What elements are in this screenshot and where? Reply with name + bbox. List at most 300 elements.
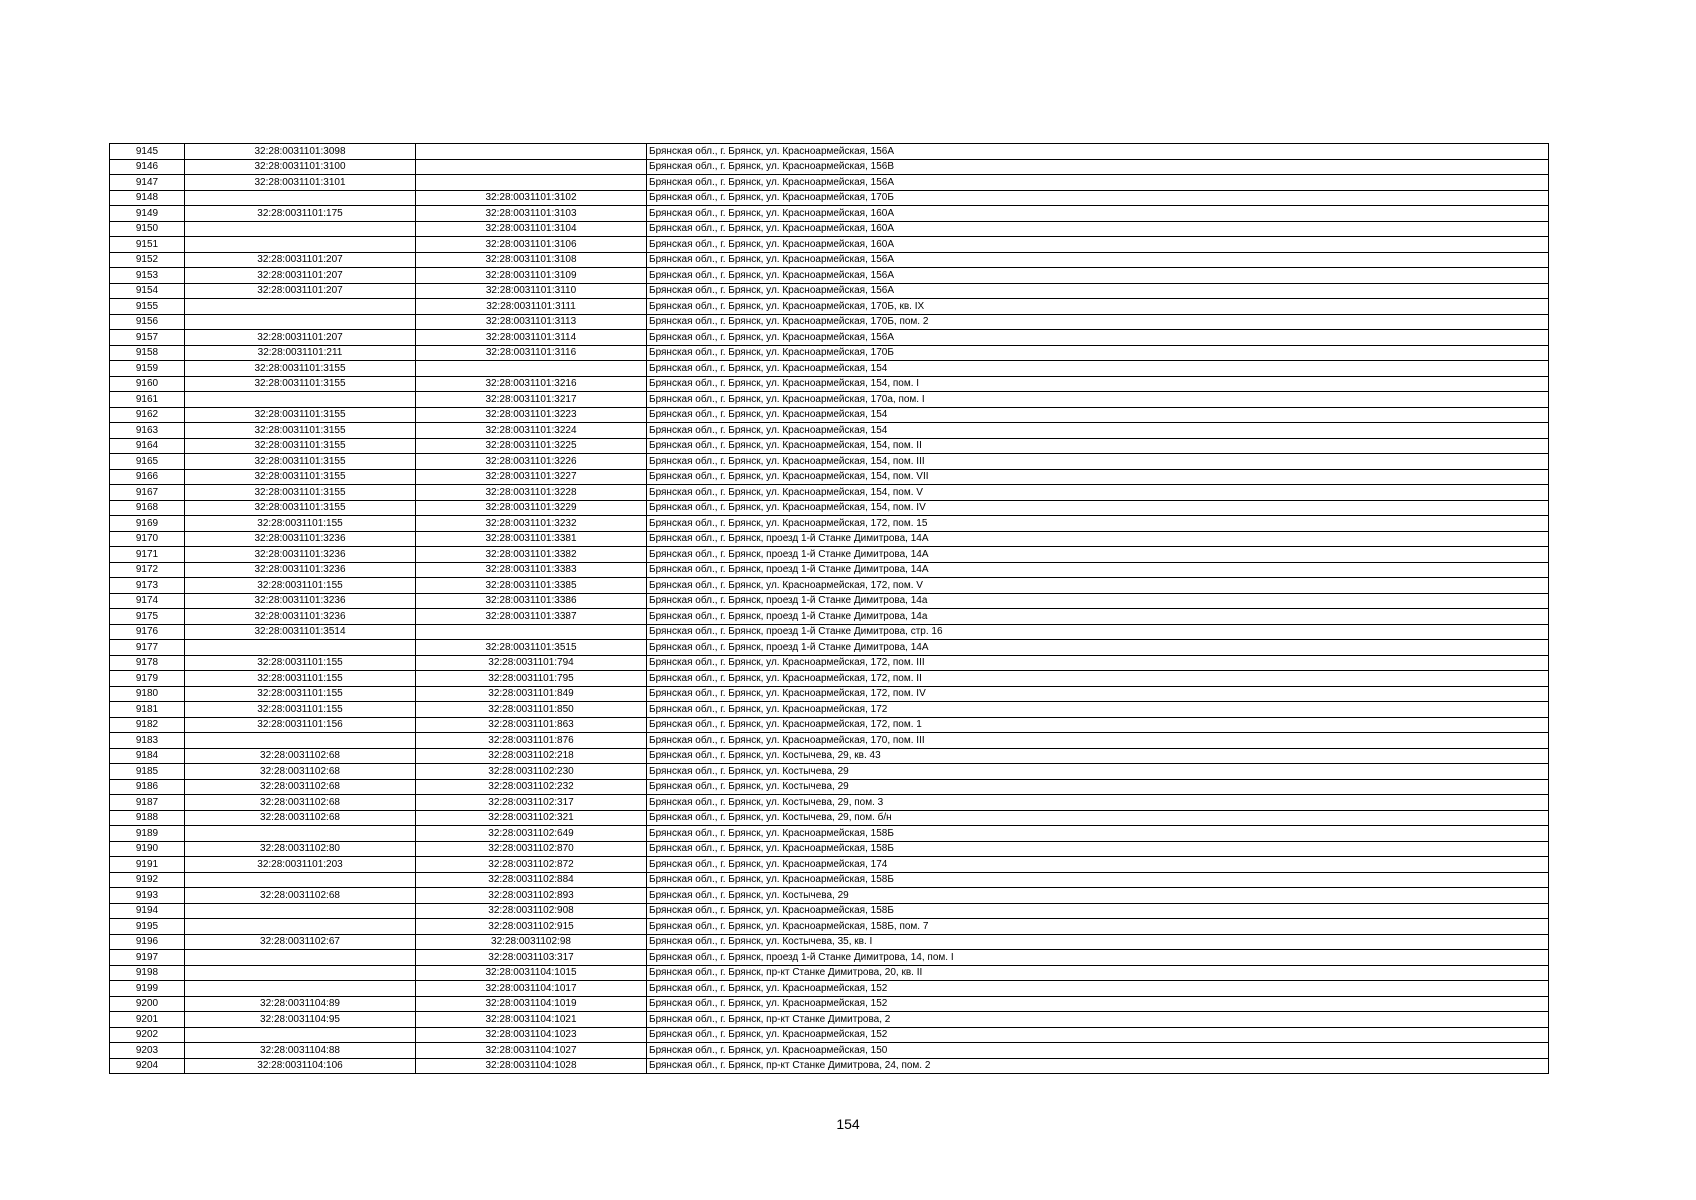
address-cell: Брянская обл., г. Брянск, ул. Красноармейская, 172, пом. 1 — [647, 717, 1549, 733]
address-cell: Брянская обл., г. Брянск, ул. Красноармейская, 160А — [647, 237, 1549, 253]
parent-cadastral-number-cell — [185, 299, 416, 315]
table-row — [110, 764, 1549, 780]
table-row — [110, 857, 1549, 873]
table-row — [110, 996, 1549, 1012]
parent-cadastral-number-cell: 32:28:0031102:68 — [185, 748, 416, 764]
row-number-cell: 9200 — [110, 996, 185, 1012]
parent-cadastral-number-cell: 32:28:0031101:3155 — [185, 438, 416, 454]
address-cell: Брянская обл., г. Брянск, ул. Костычева, 29 — [647, 764, 1549, 780]
row-number-cell: 9145 — [110, 144, 185, 160]
row-number-cell: 9161 — [110, 392, 185, 408]
parent-cadastral-number-cell — [185, 640, 416, 656]
address-cell: Брянская обл., г. Брянск, проезд 1-й Станке Димитрова, 14а — [647, 609, 1549, 625]
table-row — [110, 686, 1549, 702]
row-number-cell: 9157 — [110, 330, 185, 346]
parent-cadastral-number-cell: 32:28:0031101:211 — [185, 345, 416, 361]
address-cell: Брянская обл., г. Брянск, ул. Красноармейская, 156В — [647, 159, 1549, 175]
table-row — [110, 702, 1549, 718]
address-cell: Брянская обл., г. Брянск, ул. Красноармейская, 172, пом. 15 — [647, 516, 1549, 532]
cadastral-number-cell: 32:28:0031102:230 — [416, 764, 647, 780]
address-cell: Брянская обл., г. Брянск, ул. Красноармейская, 158Б — [647, 872, 1549, 888]
cadastral-number-cell: 32:28:0031101:3387 — [416, 609, 647, 625]
address-cell: Брянская обл., г. Брянск, проезд 1-й Станке Димитрова, 14А — [647, 531, 1549, 547]
cadastral-number-cell: 32:28:0031101:3223 — [416, 407, 647, 423]
row-number-cell: 9184 — [110, 748, 185, 764]
parent-cadastral-number-cell — [185, 826, 416, 842]
row-number-cell: 9201 — [110, 1012, 185, 1028]
parent-cadastral-number-cell — [185, 1027, 416, 1043]
cadastral-number-cell: 32:28:0031102:317 — [416, 795, 647, 811]
row-number-cell: 9198 — [110, 965, 185, 981]
row-number-cell: 9150 — [110, 221, 185, 237]
parent-cadastral-number-cell: 32:28:0031102:68 — [185, 810, 416, 826]
cadastral-number-cell: 32:28:0031102:915 — [416, 919, 647, 935]
cadastral-number-cell: 32:28:0031101:3113 — [416, 314, 647, 330]
table-row — [110, 392, 1549, 408]
table-row — [110, 779, 1549, 795]
parent-cadastral-number-cell: 32:28:0031101:207 — [185, 268, 416, 284]
address-cell: Брянская обл., г. Брянск, проезд 1-й Станке Димитрова, стр. 16 — [647, 624, 1549, 640]
cadastral-number-cell: 32:28:0031101:3114 — [416, 330, 647, 346]
row-number-cell: 9204 — [110, 1058, 185, 1074]
row-number-cell: 9177 — [110, 640, 185, 656]
table-row — [110, 500, 1549, 516]
cadastral-number-cell: 32:28:0031101:3226 — [416, 454, 647, 470]
cadastral-number-cell: 32:28:0031101:795 — [416, 671, 647, 687]
parent-cadastral-number-cell — [185, 965, 416, 981]
address-cell: Брянская обл., г. Брянск, ул. Красноармейская, 170, пом. III — [647, 733, 1549, 749]
page-number: 154 — [836, 1116, 860, 1132]
table-row — [110, 361, 1549, 377]
parent-cadastral-number-cell: 32:28:0031101:156 — [185, 717, 416, 733]
cadastral-number-cell: 32:28:0031101:850 — [416, 702, 647, 718]
address-cell: Брянская обл., г. Брянск, пр-кт Станке Димитрова, 20, кв. II — [647, 965, 1549, 981]
address-cell: Брянская обл., г. Брянск, ул. Красноармейская, 158Б — [647, 826, 1549, 842]
address-cell: Брянская обл., г. Брянск, ул. Красноармейская, 172, пом. V — [647, 578, 1549, 594]
parent-cadastral-number-cell: 32:28:0031101:155 — [185, 578, 416, 594]
cadastral-number-cell: 32:28:0031101:3515 — [416, 640, 647, 656]
parent-cadastral-number-cell: 32:28:0031104:106 — [185, 1058, 416, 1074]
table-row — [110, 547, 1549, 563]
row-number-cell: 9180 — [110, 686, 185, 702]
parent-cadastral-number-cell: 32:28:0031101:3236 — [185, 609, 416, 625]
table-row — [110, 733, 1549, 749]
parent-cadastral-number-cell — [185, 190, 416, 206]
table-row — [110, 438, 1549, 454]
cadastral-number-cell: 32:28:0031101:3382 — [416, 547, 647, 563]
parent-cadastral-number-cell: 32:28:0031101:3101 — [185, 175, 416, 191]
cadastral-number-cell: 32:28:0031101:3227 — [416, 469, 647, 485]
table-row — [110, 965, 1549, 981]
parent-cadastral-number-cell: 32:28:0031101:155 — [185, 516, 416, 532]
row-number-cell: 9162 — [110, 407, 185, 423]
table-row — [110, 206, 1549, 222]
row-number-cell: 9196 — [110, 934, 185, 950]
address-cell: Брянская обл., г. Брянск, ул. Костычева, 29, пом. 3 — [647, 795, 1549, 811]
row-number-cell: 9146 — [110, 159, 185, 175]
cadastral-number-cell: 32:28:0031104:1021 — [416, 1012, 647, 1028]
row-number-cell: 9173 — [110, 578, 185, 594]
address-cell: Брянская обл., г. Брянск, ул. Красноармейская, 158Б — [647, 841, 1549, 857]
table-row — [110, 934, 1549, 950]
address-cell: Брянская обл., г. Брянск, ул. Красноармейская, 172, пом. III — [647, 655, 1549, 671]
parent-cadastral-number-cell: 32:28:0031101:3155 — [185, 500, 416, 516]
cadastral-number-cell: 32:28:0031102:649 — [416, 826, 647, 842]
table-row — [110, 469, 1549, 485]
address-cell: Брянская обл., г. Брянск, ул. Красноармейская, 170Б, пом. 2 — [647, 314, 1549, 330]
table-row — [110, 671, 1549, 687]
parent-cadastral-number-cell: 32:28:0031101:3098 — [185, 144, 416, 160]
address-cell: Брянская обл., г. Брянск, ул. Костычева, 29, кв. 43 — [647, 748, 1549, 764]
parent-cadastral-number-cell: 32:28:0031104:95 — [185, 1012, 416, 1028]
parent-cadastral-number-cell — [185, 733, 416, 749]
table-row — [110, 593, 1549, 609]
cadastral-number-cell: 32:28:0031101:3216 — [416, 376, 647, 392]
address-cell: Брянская обл., г. Брянск, ул. Красноармейская, 170Б — [647, 190, 1549, 206]
cadastral-number-cell: 32:28:0031102:218 — [416, 748, 647, 764]
parent-cadastral-number-cell: 32:28:0031101:155 — [185, 702, 416, 718]
address-cell: Брянская обл., г. Брянск, ул. Красноармейская, 160А — [647, 221, 1549, 237]
address-cell: Брянская обл., г. Брянск, ул. Красноармейская, 152 — [647, 1027, 1549, 1043]
row-number-cell: 9199 — [110, 981, 185, 997]
cadastral-number-cell: 32:28:0031101:3385 — [416, 578, 647, 594]
row-number-cell: 9149 — [110, 206, 185, 222]
address-cell: Брянская обл., г. Брянск, ул. Красноармейская, 152 — [647, 996, 1549, 1012]
row-number-cell: 9172 — [110, 562, 185, 578]
row-number-cell: 9176 — [110, 624, 185, 640]
row-number-cell: 9167 — [110, 485, 185, 501]
table-row — [110, 950, 1549, 966]
row-number-cell: 9175 — [110, 609, 185, 625]
cadastral-number-cell: 32:28:0031102:872 — [416, 857, 647, 873]
cadastral-number-cell — [416, 144, 647, 160]
table-row — [110, 640, 1549, 656]
cadastral-number-cell: 32:28:0031101:849 — [416, 686, 647, 702]
address-cell: Брянская обл., г. Брянск, ул. Красноармейская, 156А — [647, 175, 1549, 191]
table-row — [110, 810, 1549, 826]
table-row — [110, 190, 1549, 206]
address-cell: Брянская обл., г. Брянск, ул. Красноармейская, 154, пом. I — [647, 376, 1549, 392]
table-row — [110, 330, 1549, 346]
row-number-cell: 9160 — [110, 376, 185, 392]
row-number-cell: 9181 — [110, 702, 185, 718]
table-row — [110, 252, 1549, 268]
cadastral-number-cell: 32:28:0031101:3111 — [416, 299, 647, 315]
registry-table-body — [110, 144, 1549, 1074]
table-row — [110, 1043, 1549, 1059]
row-number-cell: 9193 — [110, 888, 185, 904]
row-number-cell: 9191 — [110, 857, 185, 873]
cadastral-number-cell: 32:28:0031101:794 — [416, 655, 647, 671]
address-cell: Брянская обл., г. Брянск, ул. Красноармейская, 154, пом. IV — [647, 500, 1549, 516]
row-number-cell: 9164 — [110, 438, 185, 454]
address-cell: Брянская обл., г. Брянск, ул. Костычева, 29, пом. б/н — [647, 810, 1549, 826]
cadastral-number-cell: 32:28:0031102:884 — [416, 872, 647, 888]
cadastral-number-cell: 32:28:0031101:3109 — [416, 268, 647, 284]
address-cell: Брянская обл., г. Брянск, ул. Костычева, 29 — [647, 779, 1549, 795]
table-row — [110, 919, 1549, 935]
parent-cadastral-number-cell: 32:28:0031101:3236 — [185, 593, 416, 609]
parent-cadastral-number-cell: 32:28:0031102:68 — [185, 795, 416, 811]
address-cell: Брянская обл., г. Брянск, пр-кт Станке Димитрова, 24, пом. 2 — [647, 1058, 1549, 1074]
row-number-cell: 9159 — [110, 361, 185, 377]
parent-cadastral-number-cell: 32:28:0031101:207 — [185, 330, 416, 346]
cadastral-number-cell — [416, 624, 647, 640]
row-number-cell: 9187 — [110, 795, 185, 811]
cadastral-number-cell: 32:28:0031102:893 — [416, 888, 647, 904]
table-row — [110, 841, 1549, 857]
parent-cadastral-number-cell: 32:28:0031101:3155 — [185, 376, 416, 392]
row-number-cell: 9169 — [110, 516, 185, 532]
row-number-cell: 9179 — [110, 671, 185, 687]
address-cell: Брянская обл., г. Брянск, ул. Красноармейская, 158Б, пом. 7 — [647, 919, 1549, 935]
cadastral-number-cell: 32:28:0031101:3106 — [416, 237, 647, 253]
parent-cadastral-number-cell: 32:28:0031102:68 — [185, 779, 416, 795]
table-row — [110, 624, 1549, 640]
table-row — [110, 872, 1549, 888]
table-row — [110, 159, 1549, 175]
cadastral-number-cell: 32:28:0031101:876 — [416, 733, 647, 749]
cadastral-number-cell: 32:28:0031101:863 — [416, 717, 647, 733]
table-row — [110, 795, 1549, 811]
parent-cadastral-number-cell: 32:28:0031101:207 — [185, 283, 416, 299]
cadastral-number-cell: 32:28:0031101:3103 — [416, 206, 647, 222]
table-row — [110, 578, 1549, 594]
row-number-cell: 9190 — [110, 841, 185, 857]
cadastral-number-cell: 32:28:0031101:3110 — [416, 283, 647, 299]
address-cell: Брянская обл., г. Брянск, проезд 1-й Станке Димитрова, 14, пом. I — [647, 950, 1549, 966]
parent-cadastral-number-cell: 32:28:0031101:3236 — [185, 531, 416, 547]
table-row — [110, 144, 1549, 160]
address-cell: Брянская обл., г. Брянск, ул. Красноармейская, 154, пом. II — [647, 438, 1549, 454]
table-row — [110, 423, 1549, 439]
parent-cadastral-number-cell: 32:28:0031101:3155 — [185, 361, 416, 377]
address-cell: Брянская обл., г. Брянск, ул. Красноармейская, 158Б — [647, 903, 1549, 919]
cadastral-number-cell: 32:28:0031102:98 — [416, 934, 647, 950]
row-number-cell: 9178 — [110, 655, 185, 671]
cadastral-number-cell — [416, 175, 647, 191]
address-cell: Брянская обл., г. Брянск, ул. Красноармейская, 172 — [647, 702, 1549, 718]
address-cell: Брянская обл., г. Брянск, ул. Красноармейская, 154, пом. III — [647, 454, 1549, 470]
parent-cadastral-number-cell: 32:28:0031104:89 — [185, 996, 416, 1012]
address-cell: Брянская обл., г. Брянск, ул. Красноармейская, 156А — [647, 330, 1549, 346]
row-number-cell: 9188 — [110, 810, 185, 826]
row-number-cell: 9185 — [110, 764, 185, 780]
address-cell: Брянская обл., г. Брянск, ул. Красноармейская, 152 — [647, 981, 1549, 997]
parent-cadastral-number-cell: 32:28:0031102:68 — [185, 764, 416, 780]
row-number-cell: 9171 — [110, 547, 185, 563]
cadastral-number-cell: 32:28:0031101:3116 — [416, 345, 647, 361]
parent-cadastral-number-cell: 32:28:0031101:3155 — [185, 407, 416, 423]
address-cell: Брянская обл., г. Брянск, ул. Красноармейская, 154, пом. VII — [647, 469, 1549, 485]
row-number-cell: 9154 — [110, 283, 185, 299]
table-row — [110, 268, 1549, 284]
cadastral-number-cell: 32:28:0031101:3229 — [416, 500, 647, 516]
address-cell: Брянская обл., г. Брянск, ул. Красноармейская, 154, пом. V — [647, 485, 1549, 501]
row-number-cell: 9189 — [110, 826, 185, 842]
cadastral-number-cell: 32:28:0031102:321 — [416, 810, 647, 826]
parent-cadastral-number-cell — [185, 981, 416, 997]
parent-cadastral-number-cell: 32:28:0031104:88 — [185, 1043, 416, 1059]
cadastral-number-cell: 32:28:0031104:1027 — [416, 1043, 647, 1059]
parent-cadastral-number-cell — [185, 903, 416, 919]
address-cell: Брянская обл., г. Брянск, ул. Костычева, 29 — [647, 888, 1549, 904]
parent-cadastral-number-cell: 32:28:0031101:155 — [185, 686, 416, 702]
table-row — [110, 237, 1549, 253]
cadastral-number-cell — [416, 361, 647, 377]
table-row — [110, 655, 1549, 671]
address-cell: Брянская обл., г. Брянск, пр-кт Станке Димитрова, 2 — [647, 1012, 1549, 1028]
table-row — [110, 903, 1549, 919]
row-number-cell: 9192 — [110, 872, 185, 888]
table-row — [110, 221, 1549, 237]
address-cell: Брянская обл., г. Брянск, ул. Красноармейская, 156А — [647, 252, 1549, 268]
row-number-cell: 9166 — [110, 469, 185, 485]
row-number-cell: 9152 — [110, 252, 185, 268]
parent-cadastral-number-cell: 32:28:0031101:203 — [185, 857, 416, 873]
parent-cadastral-number-cell: 32:28:0031101:155 — [185, 671, 416, 687]
table-row — [110, 609, 1549, 625]
table-row — [110, 531, 1549, 547]
cadastral-number-cell: 32:28:0031101:3102 — [416, 190, 647, 206]
parent-cadastral-number-cell: 32:28:0031102:67 — [185, 934, 416, 950]
cadastral-number-cell: 32:28:0031104:1019 — [416, 996, 647, 1012]
cadastral-number-cell: 32:28:0031101:3383 — [416, 562, 647, 578]
row-number-cell: 9197 — [110, 950, 185, 966]
parent-cadastral-number-cell — [185, 919, 416, 935]
address-cell: Брянская обл., г. Брянск, проезд 1-й Станке Димитрова, 14А — [647, 547, 1549, 563]
table-row — [110, 407, 1549, 423]
row-number-cell: 9165 — [110, 454, 185, 470]
address-cell: Брянская обл., г. Брянск, ул. Красноармейская, 154 — [647, 407, 1549, 423]
parent-cadastral-number-cell: 32:28:0031101:207 — [185, 252, 416, 268]
address-cell: Брянская обл., г. Брянск, ул. Красноармейская, 154 — [647, 423, 1549, 439]
parent-cadastral-number-cell — [185, 872, 416, 888]
registry-table — [109, 143, 1549, 1074]
parent-cadastral-number-cell — [185, 221, 416, 237]
cadastral-number-cell: 32:28:0031101:3225 — [416, 438, 647, 454]
cadastral-number-cell: 32:28:0031103:317 — [416, 950, 647, 966]
row-number-cell: 9153 — [110, 268, 185, 284]
table-row — [110, 314, 1549, 330]
table-row — [110, 826, 1549, 842]
parent-cadastral-number-cell: 32:28:0031101:3155 — [185, 423, 416, 439]
table-row — [110, 299, 1549, 315]
row-number-cell: 9186 — [110, 779, 185, 795]
table-row — [110, 516, 1549, 532]
row-number-cell: 9170 — [110, 531, 185, 547]
cadastral-number-cell — [416, 159, 647, 175]
parent-cadastral-number-cell: 32:28:0031101:3155 — [185, 454, 416, 470]
parent-cadastral-number-cell — [185, 392, 416, 408]
table-row — [110, 748, 1549, 764]
table-row — [110, 888, 1549, 904]
parent-cadastral-number-cell — [185, 314, 416, 330]
row-number-cell: 9203 — [110, 1043, 185, 1059]
cadastral-number-cell: 32:28:0031101:3232 — [416, 516, 647, 532]
row-number-cell: 9163 — [110, 423, 185, 439]
table-row — [110, 454, 1549, 470]
cadastral-number-cell: 32:28:0031101:3228 — [416, 485, 647, 501]
cadastral-number-cell: 32:28:0031101:3386 — [416, 593, 647, 609]
row-number-cell: 9194 — [110, 903, 185, 919]
row-number-cell: 9202 — [110, 1027, 185, 1043]
parent-cadastral-number-cell: 32:28:0031101:3514 — [185, 624, 416, 640]
table-row — [110, 485, 1549, 501]
table-row — [110, 1058, 1549, 1074]
address-cell: Брянская обл., г. Брянск, ул. Красноармейская, 156А — [647, 144, 1549, 160]
row-number-cell: 9156 — [110, 314, 185, 330]
parent-cadastral-number-cell — [185, 950, 416, 966]
table-row — [110, 717, 1549, 733]
cadastral-number-cell: 32:28:0031102:232 — [416, 779, 647, 795]
address-cell: Брянская обл., г. Брянск, ул. Красноармейская, 150 — [647, 1043, 1549, 1059]
parent-cadastral-number-cell: 32:28:0031101:3236 — [185, 562, 416, 578]
address-cell: Брянская обл., г. Брянск, ул. Красноармейская, 170Б — [647, 345, 1549, 361]
cadastral-number-cell: 32:28:0031101:3224 — [416, 423, 647, 439]
parent-cadastral-number-cell: 32:28:0031101:3236 — [185, 547, 416, 563]
row-number-cell: 9168 — [110, 500, 185, 516]
cadastral-number-cell: 32:28:0031102:908 — [416, 903, 647, 919]
parent-cadastral-number-cell: 32:28:0031101:3155 — [185, 469, 416, 485]
address-cell: Брянская обл., г. Брянск, ул. Красноармейская, 172, пом. IV — [647, 686, 1549, 702]
parent-cadastral-number-cell: 32:28:0031101:3100 — [185, 159, 416, 175]
table-row — [110, 1027, 1549, 1043]
parent-cadastral-number-cell: 32:28:0031101:175 — [185, 206, 416, 222]
cadastral-number-cell: 32:28:0031104:1017 — [416, 981, 647, 997]
address-cell: Брянская обл., г. Брянск, ул. Красноармейская, 160А — [647, 206, 1549, 222]
parent-cadastral-number-cell: 32:28:0031102:80 — [185, 841, 416, 857]
table-row — [110, 981, 1549, 997]
table-row — [110, 562, 1549, 578]
address-cell: Брянская обл., г. Брянск, ул. Красноармейская, 174 — [647, 857, 1549, 873]
parent-cadastral-number-cell: 32:28:0031101:3155 — [185, 485, 416, 501]
table-row — [110, 376, 1549, 392]
address-cell: Брянская обл., г. Брянск, ул. Красноармейская, 156А — [647, 283, 1549, 299]
cadastral-number-cell: 32:28:0031102:870 — [416, 841, 647, 857]
table-row — [110, 283, 1549, 299]
parent-cadastral-number-cell — [185, 237, 416, 253]
address-cell: Брянская обл., г. Брянск, ул. Костычева, 35, кв. I — [647, 934, 1549, 950]
row-number-cell: 9195 — [110, 919, 185, 935]
address-cell: Брянская обл., г. Брянск, ул. Красноармейская, 170Б, кв. IX — [647, 299, 1549, 315]
row-number-cell: 9151 — [110, 237, 185, 253]
cadastral-number-cell: 32:28:0031101:3108 — [416, 252, 647, 268]
address-cell: Брянская обл., г. Брянск, проезд 1-й Станке Димитрова, 14А — [647, 640, 1549, 656]
parent-cadastral-number-cell: 32:28:0031102:68 — [185, 888, 416, 904]
cadastral-number-cell: 32:28:0031104:1023 — [416, 1027, 647, 1043]
row-number-cell: 9147 — [110, 175, 185, 191]
row-number-cell: 9155 — [110, 299, 185, 315]
address-cell: Брянская обл., г. Брянск, ул. Красноармейская, 172, пом. II — [647, 671, 1549, 687]
address-cell: Брянская обл., г. Брянск, проезд 1-й Станке Димитрова, 14а — [647, 593, 1549, 609]
table-row — [110, 175, 1549, 191]
cadastral-number-cell: 32:28:0031101:3104 — [416, 221, 647, 237]
cadastral-number-cell: 32:28:0031104:1015 — [416, 965, 647, 981]
row-number-cell: 9148 — [110, 190, 185, 206]
address-cell: Брянская обл., г. Брянск, ул. Красноармейская, 156А — [647, 268, 1549, 284]
row-number-cell: 9182 — [110, 717, 185, 733]
row-number-cell: 9174 — [110, 593, 185, 609]
address-cell: Брянская обл., г. Брянск, проезд 1-й Станке Димитрова, 14А — [647, 562, 1549, 578]
parent-cadastral-number-cell: 32:28:0031101:155 — [185, 655, 416, 671]
row-number-cell: 9158 — [110, 345, 185, 361]
table-row — [110, 345, 1549, 361]
cadastral-number-cell: 32:28:0031101:3217 — [416, 392, 647, 408]
address-cell: Брянская обл., г. Брянск, ул. Красноармейская, 154 — [647, 361, 1549, 377]
cadastral-number-cell: 32:28:0031101:3381 — [416, 531, 647, 547]
row-number-cell: 9183 — [110, 733, 185, 749]
